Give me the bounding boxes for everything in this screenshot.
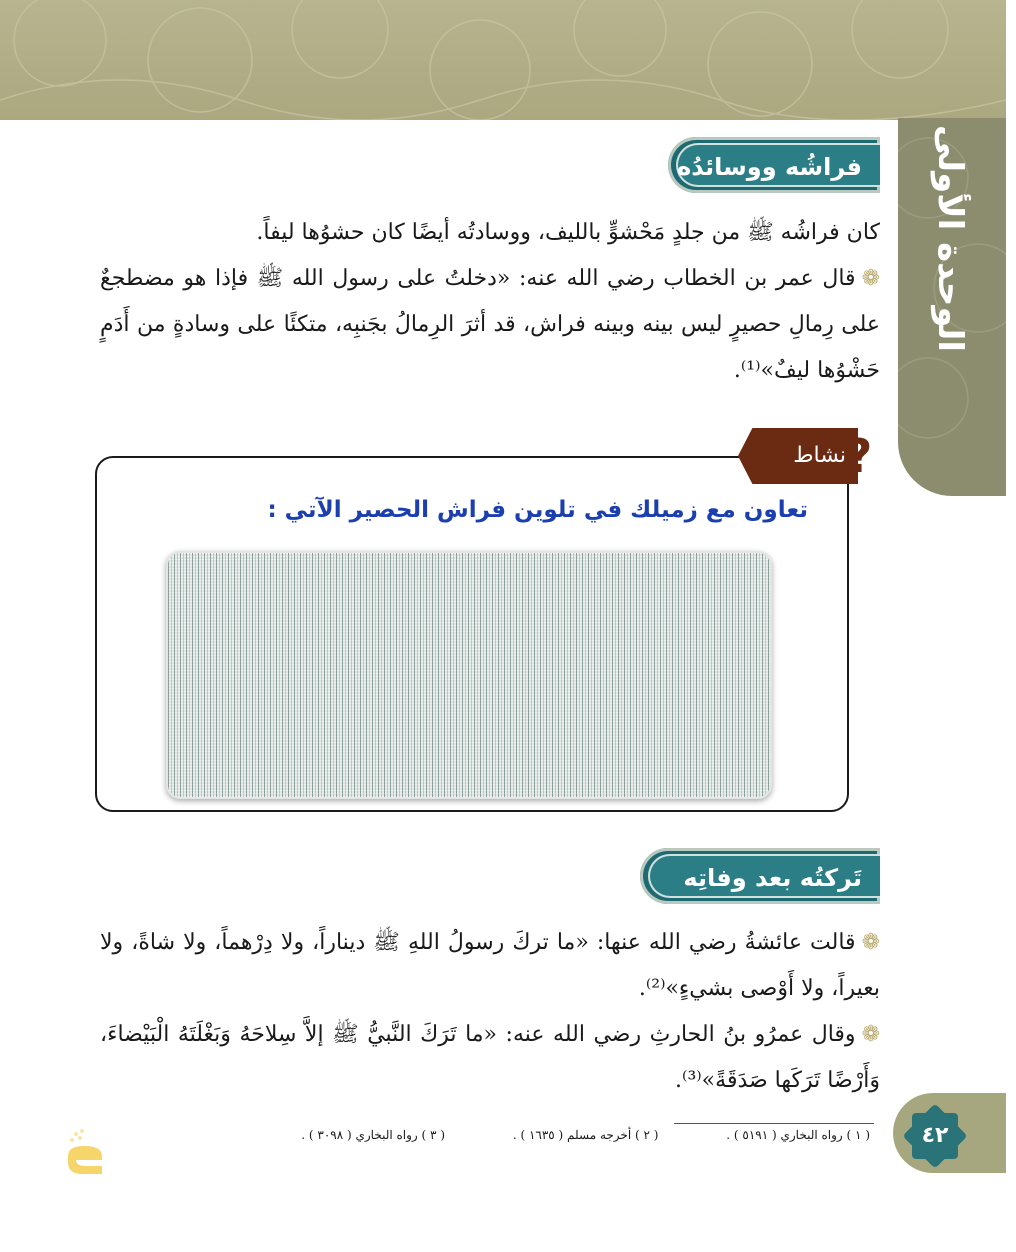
header-band: [0, 0, 1006, 120]
unit-title: الوحدة الأولى: [930, 125, 970, 353]
section-title-bed: فراشُه ووسائدُه: [677, 153, 862, 181]
publisher-logo-icon: [62, 1126, 106, 1184]
straw-mat-image: [166, 551, 772, 799]
paragraph-bed: كان فراشُه ﷺ من جلدٍ مَحْشوٍّ بالليف، ووسادتُه أيضًا كان حشوُها ليفاً.: [256, 220, 880, 245]
banner-inner: [676, 143, 880, 187]
footnote-rule: [674, 1123, 874, 1124]
footnote-1: ( ١ ) رواه البخاري ( ٥١٩١ ) .: [726, 1128, 870, 1142]
header-pattern: [0, 0, 1006, 120]
section-banner-bed: [668, 137, 880, 193]
section-title-inheritance: تَركتُه بعد وفاتِه: [683, 864, 862, 892]
activity-label: نشاط: [793, 443, 846, 468]
footnotes: [230, 1128, 870, 1142]
paragraph-umar-quote: ❁قال عمر بن الخطاب رضي الله عنه: «دخلتُ على رسول الله ﷺ فإذا هو مضطجعٌ على رِمالِ حصيرٍ ليس بينه وبينه فراش، قد أثرَ الرِمالُ بجَنبِه، متكئًا على وسادةٍ من أَدَمٍ حَشْوُها ليفٌ»⁽¹⁾.: [100, 266, 880, 383]
flower-bullet-icon: ❁: [861, 930, 880, 955]
activity-instruction: تعاون مع زميلك في تلوين فراش الحصير الآتي :: [267, 497, 808, 523]
section-banner-inheritance: [640, 848, 880, 904]
banner-inner: [648, 854, 880, 898]
activity-tab: [738, 428, 874, 484]
paragraph-amr-quote: ❁وقال عمرُو بنُ الحارثِ رضي الله عنه: «ما تَرَكَ النَّبيُّ ﷺ إلاَّ سِلاحَهُ وَبَغْلَتَهُ الْبَيْضاءَ، وَأَرْضًا تَرَكَها صَدَقَةً»⁽³⁾.: [100, 1022, 880, 1093]
section-text-inheritance: [100, 920, 880, 1104]
section-text-bed: [100, 210, 880, 394]
footnote-3: ( ٣ ) رواه البخاري ( ٣٠٩٨ ) .: [301, 1128, 445, 1142]
footnote-2: ( ٢ ) أخرجه مسلم ( ١٦٣٥ ) .: [512, 1128, 659, 1142]
paragraph-aisha-quote: ❁قالت عائشةُ رضي الله عنها: «ما تركَ رسولُ اللهِ ﷺ ديناراً، ولا دِرْهماً، ولا شاةً، ولا بعيراً، ولا أَوْصى بشيءٍ»⁽²⁾.: [100, 930, 880, 1001]
flower-bullet-icon: ❁: [861, 266, 880, 291]
page-number: ٤٢: [921, 1123, 949, 1148]
flower-bullet-icon: ❁: [861, 1022, 880, 1047]
question-mark-icon: ?: [845, 429, 873, 483]
